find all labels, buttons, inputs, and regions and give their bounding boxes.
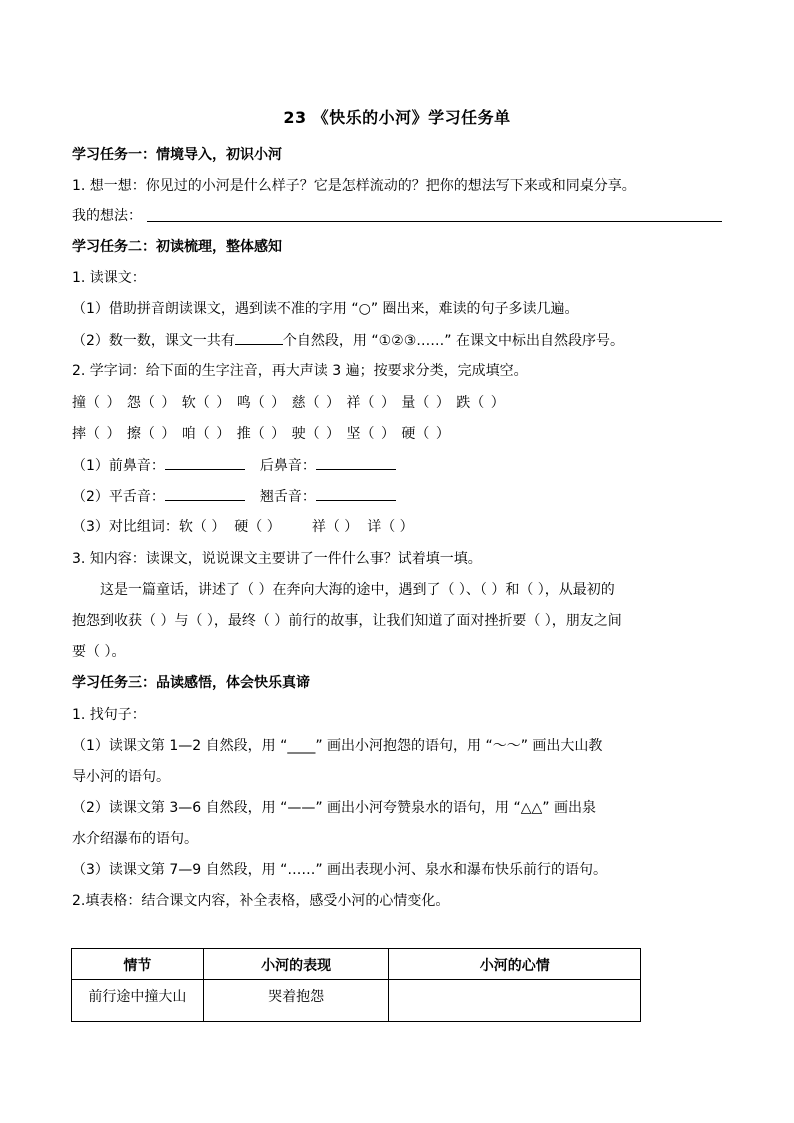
summary-line-3: 要（ ）。	[72, 644, 126, 660]
page-title: 23 《快乐的小河》学习任务单	[283, 108, 511, 127]
back-nasal-label: 后鼻音：	[259, 458, 316, 474]
task-3-q1-2b: 水介绍瀑布的语句。	[72, 831, 198, 847]
task-3-q1-1b: 导小河的语句。	[72, 769, 170, 785]
paragraph-count-blank[interactable]	[235, 330, 283, 345]
table-header-cell: 情节	[72, 949, 204, 980]
chars-row-1: 撞（ ） 怨（ ） 软（ ） 鸣（ ） 慈（ ） 祥（ ） 量（ ） 跌（ ）	[72, 395, 505, 411]
task-3-q1-3: （3）读课文第 7—9 自然段，用 “……” 画出表现小河、泉水和瀑布快乐前行的语句。	[72, 862, 608, 878]
table-cell-mood[interactable]	[389, 980, 641, 1022]
task-2-q1-1: （1）借助拼音朗读课文，遇到读不准的字用 “○” 圈出来，难读的句子多读几遍。	[72, 301, 579, 317]
my-idea-answer-line[interactable]	[147, 221, 722, 222]
flat-tongue-blank[interactable]	[165, 486, 245, 501]
paragraph-count-prefix: （2）数一数，课文一共有	[72, 333, 235, 349]
retroflex-blank[interactable]	[316, 486, 396, 501]
summary-line-1: 这是一篇童话，讲述了（ ）在奔向大海的途中，遇到了（ ）、（ ）和（ ），从最初的	[100, 582, 615, 598]
paragraph-count-suffix: 个自然段，用 “①②③……” 在课文中标出自然段序号。	[282, 333, 624, 349]
task-3-heading: 学习任务三：品读感悟，体会快乐真谛	[72, 675, 310, 691]
my-idea-label: 我的想法：	[72, 208, 142, 224]
task-2-q3: 3. 知内容：读课文，说说课文主要讲了一件什么事？试着填一填。	[72, 551, 482, 567]
mood-table	[71, 948, 641, 1022]
tongue-row	[72, 486, 396, 507]
summary-line-2: 抱怨到收获（ ）与（ ），最终（ ）前行的故事，让我们知道了面对挫折要（ ），朋友之间	[72, 613, 622, 629]
task-3-q1-2a: （2）读课文第 3—6 自然段，用 “——” 画出小河夸赞泉水的语句，用 “△△” 画出泉	[72, 800, 596, 816]
table-header-row	[72, 949, 641, 980]
task-2-q2: 2. 学字词：给下面的生字注音，再大声读 3 遍；按要求分类，完成填空。	[72, 363, 528, 379]
task-1-heading: 学习任务一：情境导入，初识小河	[72, 147, 282, 163]
front-nasal-label: （1）前鼻音：	[72, 458, 165, 474]
task-3-q1-1a: （1）读课文第 1—2 自然段，用 “____” 画出小河抱怨的语句，用 “～～” 画出大山教	[72, 738, 603, 754]
table-cell-behavior: 哭着抱怨	[203, 980, 389, 1022]
task-2-heading: 学习任务二：初读梳理，整体感知	[72, 239, 282, 255]
chars-row-2: 摔（ ） 擦（ ） 咱（ ） 推（ ） 驶（ ） 坚（ ） 硬（ ）	[72, 426, 450, 442]
compare-words-row: （3）对比组词：软（ ） 硬（ ） 祥（ ） 详（ ）	[72, 519, 414, 535]
nasal-row	[72, 455, 396, 476]
task-1-q1: 1. 想一想：你见过的小河是什么样子？它是怎样流动的？把你的想法写下来或和同桌分享。	[72, 178, 636, 194]
back-nasal-blank[interactable]	[316, 455, 396, 470]
table-header-cell: 小河的心情	[389, 949, 641, 980]
task-3-q1: 1. 找句子：	[72, 707, 146, 723]
table-row	[72, 980, 641, 1022]
task-2-q1: 1. 读课文：	[72, 270, 146, 286]
task-3-q2: 2.填表格：结合课文内容，补全表格，感受小河的心情变化。	[72, 893, 450, 909]
table-header-cell: 小河的表现	[203, 949, 389, 980]
retroflex-label: 翘舌音：	[259, 489, 316, 505]
front-nasal-blank[interactable]	[165, 455, 245, 470]
table-cell-plot: 前行途中撞大山	[72, 980, 204, 1022]
task-2-q1-2	[72, 330, 624, 351]
flat-tongue-label: （2）平舌音：	[72, 489, 165, 505]
